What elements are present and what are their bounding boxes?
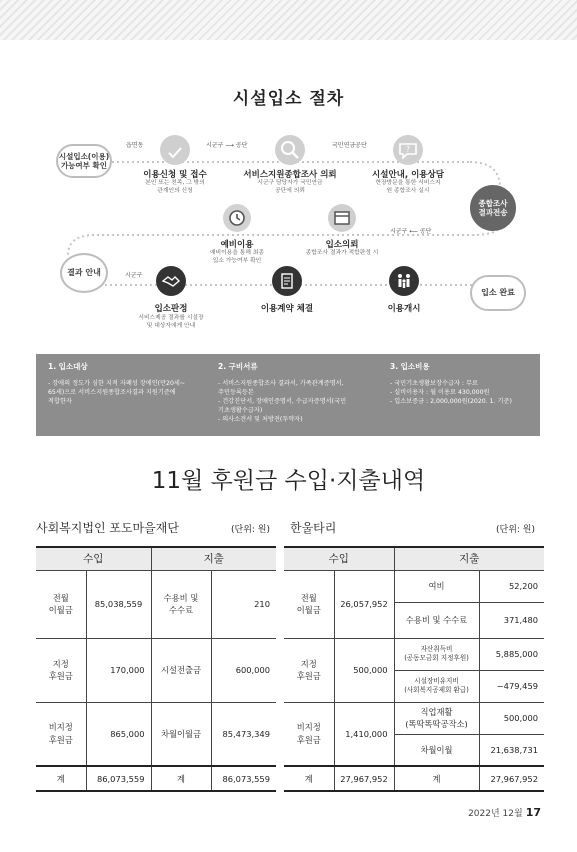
page-footer [468, 806, 541, 819]
clock-icon [225, 206, 249, 230]
expense-amount: 21,638,731 [479, 734, 544, 766]
connector-label-sigungu-to-gongdan: 시군구 ⟶ 공단 [206, 142, 248, 149]
result-guide-oval: 결과 안내 [60, 253, 108, 293]
income-label: 비지정 후원금 [36, 702, 86, 766]
expense-amount: 5,885,000 [479, 638, 544, 670]
expense-label: 여비 [394, 570, 479, 602]
left-donation-table [36, 546, 276, 792]
step-application-title: 이용신청 및 접수 [143, 170, 207, 180]
income-total-amount: 86,073,559 [86, 766, 151, 791]
right-donation-table [284, 546, 544, 792]
connector-label-sigungu: 시군구 [125, 272, 143, 279]
step-survey-request-title: 서비스지원종합조사 의뢰 [243, 170, 337, 180]
expense-total-amount: 27,967,952 [479, 766, 544, 791]
income-amount: 85,038,559 [86, 570, 151, 638]
connector-label-gongdan-to-sigungu: 시군구 ⟵ 공단 [390, 228, 432, 235]
info-cost-heading: 3. 입소비용 [390, 362, 430, 371]
right-table-unit: (단위: 원) [496, 525, 535, 535]
step-application-desc: 본인 또는 친족, 그 밖의 관계인의 신청 [145, 180, 205, 194]
expense-amount: 210 [211, 570, 276, 638]
expense-header: 지출 [394, 547, 544, 570]
step-pre-use-desc: 예비이용을 통해 최종 입소 가능여부 확인 [209, 250, 265, 264]
step-consultation-title: 시설안내, 이용상담 [372, 170, 444, 180]
income-header: 수입 [284, 547, 394, 570]
table-row [36, 702, 276, 766]
total-row [284, 766, 544, 791]
income-amount: 26,057,952 [334, 570, 394, 638]
table-row [36, 638, 276, 702]
chat-question-icon [396, 138, 420, 162]
result-transfer-oval: 종합조사 결과전송 [470, 185, 516, 231]
connector-label-nps: 국민연금공단 [332, 142, 367, 149]
expense-amount: 500,000 [479, 702, 544, 734]
step-contract-title: 이용계약 체결 [260, 304, 314, 314]
income-label: 전월 이월금 [36, 570, 86, 638]
income-total-label: 계 [36, 766, 86, 791]
checkmark-heart-icon [163, 140, 187, 164]
table-row [36, 570, 276, 638]
expense-header: 지출 [151, 547, 276, 570]
left-table-title: 사회복지법인 포도마을재단 [36, 521, 179, 535]
step-start-use-title: 이용개시 [387, 304, 421, 314]
expense-amount: −479,459 [479, 670, 544, 702]
expense-label: 수용비 및 수수료 [151, 570, 211, 638]
step-pre-use-title: 예비이용 [220, 240, 254, 250]
income-header: 수입 [36, 547, 151, 570]
income-amount: 170,000 [86, 638, 151, 702]
page-number: 17 [525, 806, 541, 819]
income-amount: 1,410,000 [334, 702, 394, 766]
search-icon [278, 138, 302, 162]
income-amount: 865,000 [86, 702, 151, 766]
table-row [284, 638, 544, 670]
expense-total-amount: 86,073,559 [211, 766, 276, 791]
connector-label-eupmyeondong: 읍면동 [126, 142, 144, 149]
income-total-amount: 27,967,952 [334, 766, 394, 791]
step-consultation-desc: 현장방문을 통한 서비스지 원 종합조사 실시 [375, 180, 441, 194]
expense-total-label: 계 [151, 766, 211, 791]
family-icon [392, 269, 416, 293]
info-documents-column [218, 361, 383, 425]
table-row [284, 570, 544, 602]
step-admission-request-title: 입소의뢰 [325, 240, 359, 250]
handshake-icon [159, 269, 183, 293]
info-cost-column [390, 361, 535, 407]
table-header-row [36, 547, 276, 570]
income-total-label: 계 [284, 766, 334, 791]
calendar-icon [330, 206, 354, 230]
admission-info-box [36, 354, 540, 436]
step-admission-decision-title: 입소판정 [154, 304, 188, 314]
income-label: 지정 후원금 [284, 638, 334, 702]
income-amount: 500,000 [334, 638, 394, 702]
step-survey-request-desc: 시군구 담당자가 국민연금 공단에 의뢰 [257, 180, 323, 194]
expense-amount: 600,000 [211, 638, 276, 702]
info-documents-body: - 서비스지원종합조사 결과서, 가족관계증명서, 주민등록등본 - 건강진단서, 장애인증명서, 수급자증명서(국민 기초생활수급자) - 의사소견서 및 처방전(투약자) [218, 380, 347, 423]
expense-total-label: 계 [394, 766, 479, 791]
header-pattern-band [0, 0, 577, 40]
info-target-heading: 1. 입소대상 [48, 362, 88, 371]
start-oval: 시설입소(이용) 가능여부 확인 [56, 144, 112, 178]
svg-text:?: ? [405, 145, 411, 154]
expense-label: 시설전출금 [151, 638, 211, 702]
expense-amount: 52,200 [479, 570, 544, 602]
info-target-column [48, 361, 208, 407]
expense-label: 수용비 및 수수료 [394, 602, 479, 638]
step-admission-decision-desc: 서비스제공 결과를 시설장 및 대상자에게 안내 [138, 315, 204, 329]
income-label: 비지정 후원금 [284, 702, 334, 766]
info-cost-body: - 국민기초생활보장수급자 : 무료 - 실비이용자 : 월 이용료 430,000원 - 입소보증금 : 2,000,000원(2020. 1. 기준) [390, 380, 512, 405]
left-table-unit: (단위: 원) [231, 525, 270, 535]
contract-icon [275, 269, 299, 293]
expense-label: 차월이월금 [151, 702, 211, 766]
info-documents-heading: 2. 구비서류 [218, 362, 258, 371]
expense-label: 직업재활 (똑딱똑딱공작소) [394, 702, 479, 734]
expense-amount: 85,473,349 [211, 702, 276, 766]
admission-complete-oval: 입소 완료 [470, 275, 526, 311]
step-admission-request-desc: 종합조사 결과가 적합판정 시 [305, 250, 379, 256]
info-target-body: - 장애의 정도가 심한 지적 자폐성 장애인(만20세~ 65세)으로 서비스지원종합조사결과 지원기준에 적합한자 [48, 380, 186, 405]
income-label: 전월 이월금 [284, 570, 334, 638]
table-row [284, 702, 544, 734]
issue-date: 2022년 12월 [468, 809, 523, 819]
table-header-row [284, 547, 544, 570]
expense-label: 차월이월 [394, 734, 479, 766]
expense-label: 시설장비유지비 (사회복지공제회 환급) [394, 670, 479, 702]
total-row [36, 766, 276, 791]
expense-amount: 371,480 [479, 602, 544, 638]
report-title: 11월 후원금 수입·지출내역 [151, 468, 426, 494]
expense-label: 자산취득비 (공동모금회 지정후원) [394, 638, 479, 670]
procedure-title: 시설입소 절차 [232, 89, 345, 109]
income-label: 지정 후원금 [36, 638, 86, 702]
right-table-title: 한울타리 [290, 521, 337, 535]
